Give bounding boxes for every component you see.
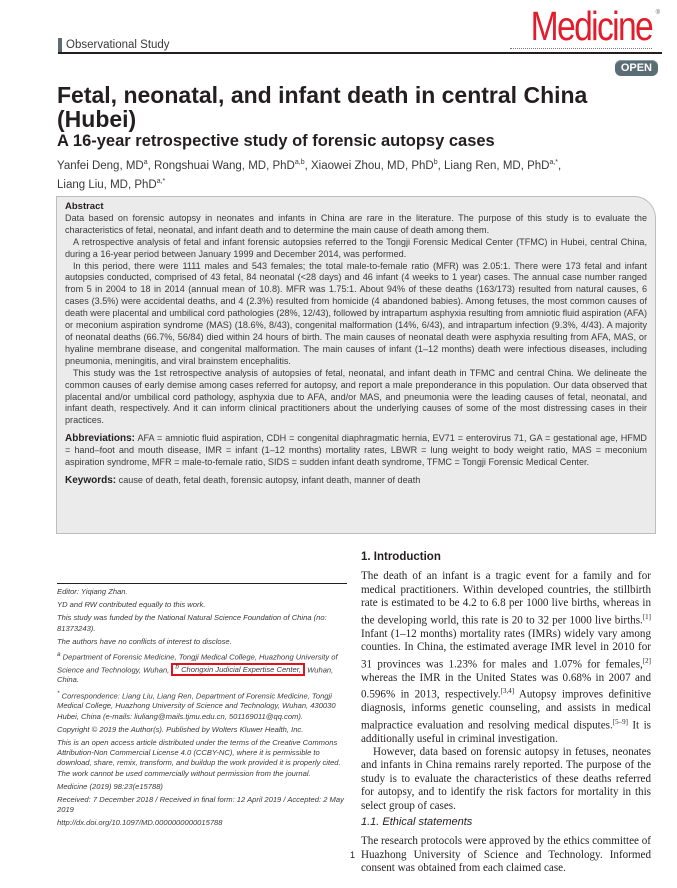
author[interactable]: Yanfei Deng, $MD^a$ (57, 159, 148, 172)
funding-note: This study was funded by the National Natural Science Foundation of China (no: 81373243). (57, 613, 327, 633)
contribution-note: YD and RW contributed equally to this work. (57, 600, 206, 610)
abstract-paragraph: This study was the 1st retrospective analysis of autopsies of fetal, neonatal, and infant death in TFMC and central China. We delineate the common causes of early demise among cases referred for autopsy, and report a male preponderance in this population. Our data observed that placental and/or umbilical cord pathology, asphyxia due to AFA, and/or MAS, and pneumonia were the leading causes of fetal, neonatal, and infant death, respectively. And it can inform clinical practitioners about the underlying causes of some of the most distressing cases in their practices. (65, 367, 647, 426)
article-type-label: Observational Study (58, 38, 170, 52)
license: This is an open access article distributed under the terms of the Creative Commons Attribution-Non Commercial License 4.0 (CCBY-NC), where it is permissible to download, share, remix, transform, and buildup the work provided it is properly cited. The work cannot be used commercially without permission from the journal. (57, 738, 341, 778)
keywords-label: Keywords: (65, 474, 117, 486)
dates: Received: 7 December 2018 / Received in final form: 12 April 2019 / Accepted: 2 May 2019 (57, 795, 344, 815)
intro-paragraph: The death of an infant is a tragic event for a family and for medical practitioners. Within developed countries, the stillbirth rate is estimated to be 4.2 to 6.8 per 1000 live births, whereas in the developing world, this rate is 20 to 32 per 1000 live births.[1] Infant (1–12 months) mortality rates (IMRs) widely vary among counties. In China, the estimated average IMR level in 2010 for 31 provinces was 1.23% for males and 1.07% for females,[2] whereas the IMR in the United States was 0.68% in 2007 and 0.596% in 2013, respectively.[3,4] Autopsy improves definitive diagnosis, informs genetic counseling, and assists in medical malpractice evaluation and resolving medical disputes.[5–9] It is additionally useful in criminal investigation. (361, 570, 652, 745)
citation-link[interactable]: [1] (642, 612, 651, 621)
copyright: Copyright © 2019 the Author(s). Published by Wolters Kluwer Health, Inc. (57, 724, 304, 734)
editor-note: Editor: Yiqiang Zhan. (57, 587, 128, 596)
author[interactable]: Xiaowei Zhou, MD, PhD$^b$ (310, 159, 438, 172)
abbreviations-text: AFA = amniotic fluid aspiration, CDH = congenital diaphragmatic hernia, EV71 = enterovirus 71, GA = gestational age, HFMD = hand–foot and mouth disease, IMR = infant (1–12 months) mortality rates, LBWR = lung weight to body weight ratio, MAS = meconium aspiration syndrome, MFR = male-to-female ratio, SIDS = sudden infant death syndrome, TFMC = Tongji Forensic Medical Center. (65, 433, 647, 468)
article-subtitle: A 16-year retrospective study of forensic autopsy cases (57, 132, 495, 150)
footnotes (57, 583, 347, 832)
author-list: Yanfei Deng, $MD^a$, Rongshuai Wang, MD, PhD$^{a,b}$, Xiaowei Zhou, MD, PhD$^b$, Liang Ren, MD, PhD$^{a,*}$, Liang Liu, MD, PhD$^{a,*}$ (57, 159, 562, 191)
abstract-heading: Abstract (65, 201, 104, 212)
article-title: Fetal, neonatal, and infant death in central China (Hubei) (57, 82, 588, 132)
author[interactable]: Liang Ren, MD, PhD$^{a,*}$ (444, 159, 559, 172)
registered-mark: ® (655, 10, 660, 16)
ethics-heading: 1.1. Ethical statements (361, 816, 473, 829)
conflicts-note: The authors have no conflicts of interest to disclose. (57, 636, 232, 646)
affiliations: $^a$ Department of Forensic Medicine, Tongji Medical College, Huazhong University of Science and Technology, Wuhan, $^b$ Chongxin Judicial Expertise Center, Wuhan, China. (57, 651, 338, 685)
introduction-section (361, 551, 651, 876)
citation-link[interactable]: [3,4] (500, 687, 515, 696)
citation: Medicine (2019) 98:23(e15788) (57, 781, 163, 791)
affiliation-b-tail: Wuhan, China. (57, 665, 334, 685)
journal-header (58, 0, 666, 74)
citation-link[interactable]: [2] (642, 656, 651, 665)
abstract-paragraph: Data based on forensic autopsy in neonates and infants in China are rare in the literature. The purpose of this study is to evaluate the characteristics of fetal, neonatal, and infant death and to determine the main cause of death among them. (65, 212, 647, 235)
abstract-box (56, 196, 656, 534)
logo-underline (510, 48, 652, 49)
header-divider (58, 52, 662, 54)
open-access-badge: OPEN (615, 60, 658, 76)
abbreviations (65, 433, 647, 469)
page-number: 1 (350, 850, 356, 860)
keywords (65, 475, 647, 487)
doi-link[interactable]: http://dx.doi.org/10.1097/MD.0000000000015788 (57, 818, 223, 828)
author[interactable]: Liang Liu, MD, PhD$^{a,*}$ (57, 177, 166, 191)
ethics-paragraph: The research protocols were approved by the ethics committee of Huazhong University of Science and Technology. Informed consent was obtained from each claimed case. (361, 835, 651, 875)
citation-link[interactable]: [5–9] (612, 717, 628, 726)
author[interactable]: Rongshuai Wang, MD, PhD$^{a,b}$ (154, 159, 305, 172)
abbreviations-label: Abbreviations: (65, 433, 136, 445)
abstract-paragraph: A retrospective analysis of fetal and infant forensic autopsies referred to the Tongji Forensic Medical Center (TFMC) in Hubei, central China, during a 16-year period between January 1999 and December 2014, was performed. (65, 236, 647, 259)
intro-paragraph: However, data based on forensic autopsy in fetuses, neonates and infants in China remains rarely reported. The purpose of the study is to evaluate the characteristics of these deaths referred for autopsy, and to identify the risk factors for mortality in this select group of cases. (361, 746, 651, 812)
journal-logo[interactable]: Medicine (530, 3, 652, 49)
introduction-heading: 1. Introduction (361, 551, 441, 563)
highlighted-affiliation-b: $^b$ Chongxin Judicial Expertise Center, (171, 663, 305, 676)
keywords-text: cause of death, fetal death, forensic autopsy, infant death, manner of death (118, 474, 421, 485)
affiliation-a: Department of Forensic Medicine, Tongji Medical College, Huazhong University of Science and Technology, Wuhan, (57, 652, 338, 675)
correspondence: * Correspondence: Liang Liu, Liang Ren, Department of Forensic Medicine, Tongji Medical College, Huazhong University of Science and Technology, Wuhan, 430030 Hubei, China (e-mails: liuliang@mails.tjmu.edu.cn, 501169011@qq.com). (57, 689, 336, 721)
abstract-paragraph: In this period, there were 1111 males and 543 females; the total male-to-female ratio (MFR) was 2.05:1. There were 173 fetal and infant autopsies conducted, comprised of 43 fetal, 84 neonatal (<28 days) and 46 infant (4 weeks to 1 year) cases. The annual case number ranged from 5 in 2004 to 18 in 2014 (annual mean of 10.8). MFR was 1.75:1. About 94% of these deaths (163/173) resulted from natural causes, 6 cases (3.5%) were accidental deaths, and 4 (2.3%) resulted from homicide (4 abandoned babies). Among fetuses, the most common causes of death were placental and umbilical cord pathologies (28%, 12/43), followed by intrapartum asphyxia resulting from amniotic fluid aspiration (AFA) or meconium aspiration syndrome (MAS) (18.6%, 8/43), congenital malformation (14%, 6/43), and intrapartum infection (9.3%, 4/43). A majority of neonatal deaths (66.7%, 56/84) died within 24 hours of birth. The main causes of neonatal death were asphyxia resulting from AFA, MAS, or hyaline membrane disease, and congenital malformation. The main causes of infant (1–12 months) death were infectious diseases, including pneumonia, meningitis, and viral brainstem encephalitis. (65, 260, 647, 366)
